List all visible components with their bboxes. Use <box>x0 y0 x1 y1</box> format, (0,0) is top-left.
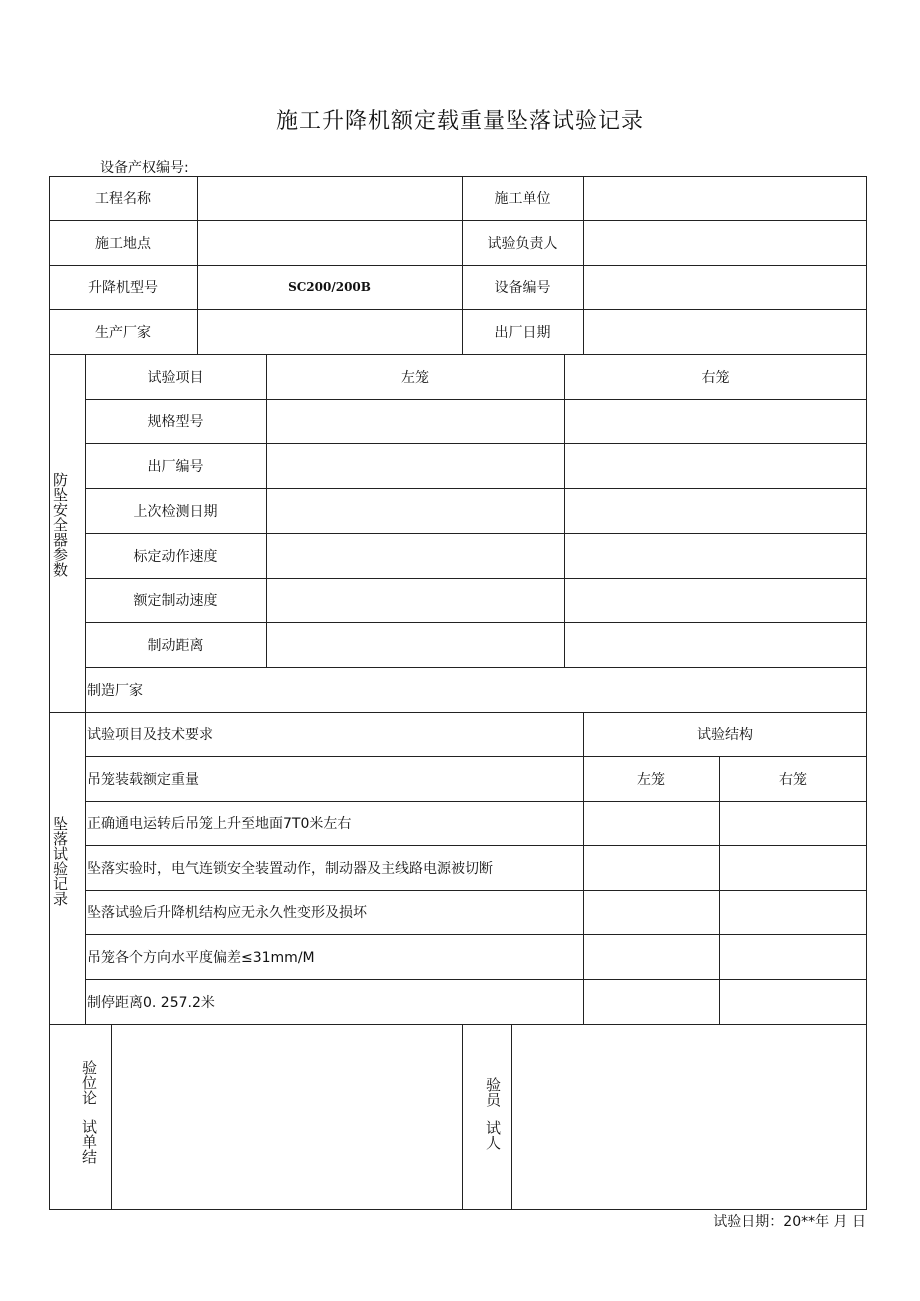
label-elevator-model: 升降机型号 <box>88 280 158 296</box>
record-table <box>49 176 867 1210</box>
drop-header-left-cage: 左笼 <box>637 771 665 788</box>
page-title: 施工升降机额定载重量坠落试验记录 <box>275 109 644 134</box>
label-factory-date: 出厂日期 <box>494 324 551 341</box>
tester-label-a: 验员 <box>484 1077 502 1107</box>
drop-test-section-label: 坠落试验记录 <box>51 816 69 906</box>
drop-row-load: 吊笼装载额定重量 <box>87 771 199 788</box>
safety-header-item: 试验项目 <box>147 369 204 386</box>
safety-row-maker: 制造厂家 <box>87 682 143 699</box>
safety-row-rated-brake-speed: 额定制动速度 <box>133 593 218 609</box>
label-project-name: 工程名称 <box>95 191 151 207</box>
safety-device-section-label: 防坠安全器参数 <box>51 472 69 577</box>
label-construction-unit: 施工单位 <box>494 191 551 207</box>
safety-header-left-cage: 左笼 <box>401 369 429 386</box>
drop-row-lift-height: 正确通电运转后吊笼上升至地面7T0米左右 <box>87 816 352 832</box>
drop-row-interlock: 坠落实验时，电气连锁安全装置动作，制动器及主线路电源被切断 <box>87 860 493 877</box>
safety-row-factory-no: 出厂编号 <box>147 458 204 475</box>
safety-row-calibrated-speed: 标定动作速度 <box>133 548 218 565</box>
label-equipment-number: 设备编号 <box>494 280 551 296</box>
label-manufacturer: 生产厂家 <box>95 324 151 341</box>
drop-row-deformation: 坠落试验后升降机结构应无永久性变形及损坏 <box>87 905 367 921</box>
test-unit-conclusion-label-a: 验位论 <box>80 1060 98 1105</box>
safety-header-right-cage: 右笼 <box>701 369 730 386</box>
elevator-model-value: SC200/200B <box>288 280 371 294</box>
label-site: 施工地点 <box>95 235 151 252</box>
tester-label-b: 试人 <box>484 1120 502 1150</box>
safety-row-brake-distance: 制动距离 <box>147 637 204 654</box>
drop-row-stop-distance: 制停距离0. 257.2米 <box>87 994 215 1011</box>
drop-header-right-cage: 右笼 <box>779 771 807 788</box>
drop-header-item: 试验项目及技术要求 <box>87 727 213 743</box>
asset-number-label: 设备产权编号: <box>100 160 189 176</box>
drop-header-result: 试验结构 <box>697 727 753 743</box>
test-date-line: 试验日期：20**年 月 日 <box>713 1214 866 1230</box>
test-unit-conclusion-label-b: 试单结 <box>80 1119 98 1164</box>
safety-row-spec: 规格型号 <box>147 414 204 430</box>
drop-row-level-deviation: 吊笼各个方向水平度偏差≤31mm/M <box>87 949 315 966</box>
safety-row-last-inspection: 上次检测日期 <box>133 503 218 520</box>
label-test-leader: 试验负责人 <box>487 235 558 252</box>
